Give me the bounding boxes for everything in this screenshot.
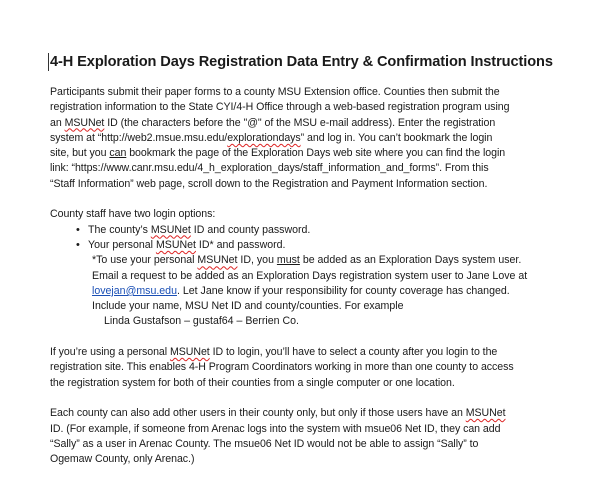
text-line: Ogemaw County, only Arenac.) [50, 453, 195, 466]
text-line: ID. (For example, if someone from Arenac logs into the system with msue06 Net ID, they can add [50, 422, 501, 435]
text-line: system at “http://web2.msue.msu.edu/explorationdays” and log in. You can’t bookmark the login [50, 131, 493, 144]
text-line: the registration system for both of their counties from a single computer or one location. [50, 376, 455, 389]
text-line: registration information to the State CYI/4-H Office through a web-based registration program using [50, 101, 510, 114]
spellcheck-word: MSUNet [64, 116, 105, 129]
list-item: • The county’s MSUNet ID and county password. [50, 223, 595, 238]
other-users-paragraph [50, 406, 595, 467]
text-line: Include your name, MSU Net ID and county/counties. For example [92, 300, 404, 313]
text-line: “Staff Information” web page, scroll down to the Registration and Payment Information section. [50, 177, 488, 190]
intro-paragraph [50, 85, 595, 192]
login-options-section [50, 207, 595, 329]
text-line: Participants submit their paper forms to a county MSU Extension office. Counties then submit the [50, 86, 500, 98]
text-line: Each county can also add other users in their county only, but only if those users have an MSUNet [50, 407, 506, 420]
document-title: 4-H Exploration Days Registration Data Entry & Confirmation Instructions [50, 54, 553, 70]
login-options-heading: County staff have two login options: [50, 208, 216, 221]
underlined-word: can [109, 147, 127, 160]
text-line: If you’re using a personal MSUNet ID to login, you’ll have to select a county after you login to the [50, 346, 498, 359]
spellcheck-word: MSUNet [169, 346, 210, 359]
login-options-list [50, 223, 595, 254]
text-line: “Sally” as a user in Arenac County. The msue06 Net ID would not be able to assign “Sally” to [50, 437, 479, 450]
spellcheck-word: MSUNet [150, 223, 191, 236]
email-link[interactable]: lovejan@msu.edu [92, 284, 177, 297]
personal-login-paragraph [50, 345, 595, 391]
document-page [50, 52, 595, 483]
text-line: Email a request to be added as an Exploration Days registration system user to Jane Love at [92, 269, 528, 282]
text-line: an MSUNet ID (the characters before the "@" of the MSU e-mail address). Enter the registration [50, 116, 496, 129]
text-line: *To use your personal MSUNet ID, you must be added as an Exploration Days system user. [92, 254, 522, 267]
example-entry: Linda Gustafson – gustaf64 – Berrien Co. [104, 315, 299, 328]
text-cursor [48, 53, 49, 71]
spellcheck-word: MSUNet [197, 254, 238, 267]
personal-id-note [50, 253, 595, 314]
spellcheck-word: MSUNet [155, 238, 196, 251]
list-item: • Your personal MSUNet ID* and password. [50, 238, 595, 253]
spellcheck-word: explorationdays [227, 131, 301, 144]
spellcheck-word: MSUNet [465, 407, 506, 420]
text-line: lovejan@msu.edu. Let Jane know if your responsibility for county coverage has changed. [92, 284, 510, 297]
underlined-word: must [276, 254, 300, 267]
text-line: site, but you can bookmark the page of the Exploration Days web site where you can find the login [50, 147, 506, 160]
text-line: link: “https://www.canr.msu.edu/4_h_exploration_days/staff_information_and_forms”. From this [50, 162, 489, 175]
text-line: registration site. This enables 4-H Program Coordinators working in more than one county to access [50, 361, 514, 374]
